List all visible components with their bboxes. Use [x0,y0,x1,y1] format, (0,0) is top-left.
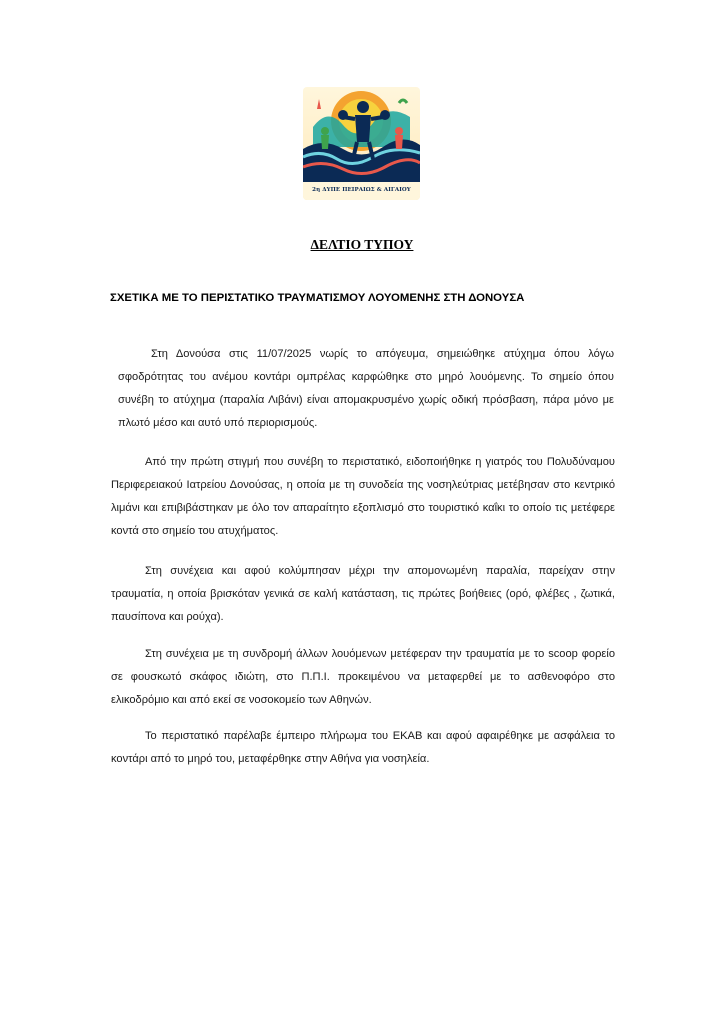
paragraph-4: Στη συνέχεια με τη συνδρομή άλλων λουόμενων μετέφεραν την τραυματία με το scoop φορείο σε φουσκωτό σκάφος ιδιώτη, στο Π.Π.Ι. προκειμένου να μεταφερθεί με το ασθενοφόρο στο ελικοδρόμιο και από εκεί σε νοσοκομείο των Αθηνών. [111,648,615,706]
logo-icon [303,87,420,200]
paragraph-5: Το περιστατικό παρέλαβε έμπειρο πλήρωμα του ΕΚΑΒ και αφού αφαιρέθηκε με ασφάλεια το κοντάρι από το μηρό του, μεταφέρθηκε στην Αθήνα για νοσηλεία. [111,730,615,765]
logo-caption: 2η ΔΥΠΕ ΠΕΙΡΑΙΩΣ & ΑΙΓΑΙΟΥ [312,187,411,193]
paragraph-3: Στη συνέχεια και αφού κολύμπησαν μέχρι την απομονωμένη παραλία, παρείχαν στην τραυματία, η οποία βρισκόταν γενικά σε καλή κατάσταση, τις πρώτες βοήθειες (ορό, φλέβες , ζωτικά, παυσίπονα και ρούχα). [111,565,615,623]
logo-artwork [303,87,420,200]
paragraph-2: Από την πρώτη στιγμή που συνέβη το περιστατικό, ειδοποιήθηκε η γιατρός του Πολυδύναμου Περιφερειακού Ιατρείου Δονούσας, η οποία με τη συνοδεία της νοσηλεύτριας μετέβησαν στο κεντρικό λιμάνι και επιβιβάστηκαν με όλο τον απαραίτητο εξοπλισμό στο τουριστικό καΐκι το οποίο τις μετέφερε κοντά στο σημείο του ατυχήματος. [111,456,615,537]
document-subject: ΣΧΕΤΙΚΑ ΜΕ ΤΟ ΠΕΡΙΣΤΑΤΙΚΟ ΤΡΑΥΜΑΤΙΣΜΟΥ ΛΟΥΟΜΕΝΗΣ ΣΤΗ ΔΟΝΟΥΣΑ [110,292,525,304]
paragraph-1: Στη Δονούσα στις 11/07/2025 νωρίς το απόγευμα, σημειώθηκε ατύχημα όπου λόγω σφοδρότητας του ανέμου κοντάρι ομπρέλας καρφώθηκε στο μηρό λουόμενης. Το σημείο όπου συνέβη το ατύχημα (παραλία Λιβάνι) είναι απομακρυσμένο χωρίς οδική πρόσβαση, πάρα μόνο με πλωτό μέσο και αυτό υπό περιορισμούς. [118,348,614,429]
document-title: ΔΕΛΤΙΟ ΤΥΠΟΥ [310,237,414,252]
